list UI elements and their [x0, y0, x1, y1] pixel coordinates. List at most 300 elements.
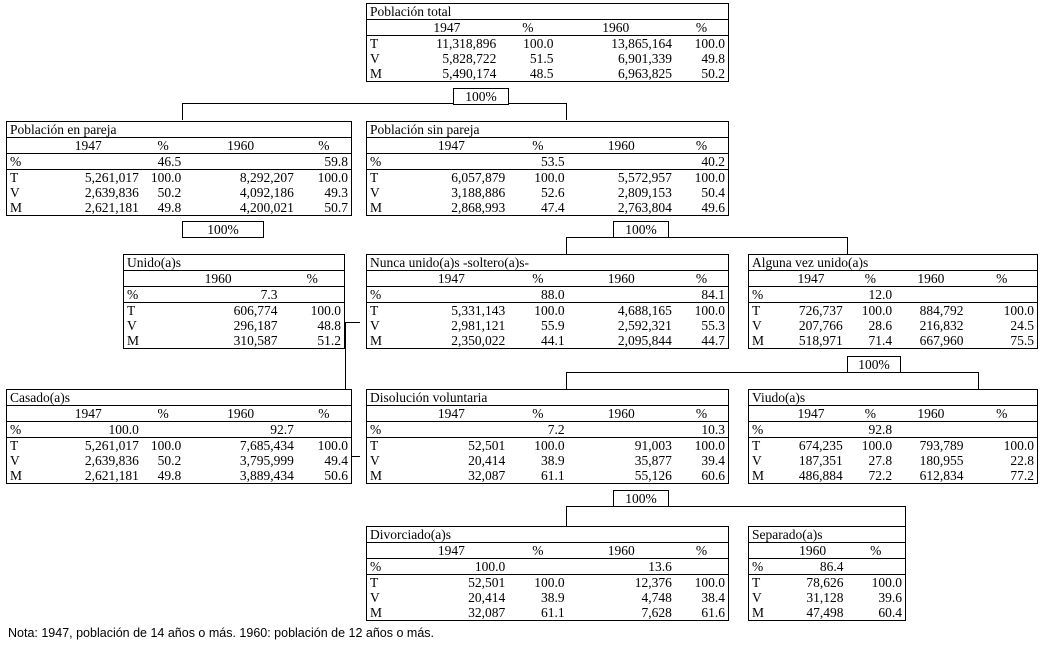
table-cell: 72.2 — [868, 468, 893, 483]
table-cell: 207,766 — [798, 318, 843, 333]
table-cell: 612,834 — [919, 468, 964, 483]
table-cell: 49.8 — [157, 468, 182, 483]
table-cell: % — [10, 154, 22, 169]
table-cell: 2,639,836 — [84, 185, 139, 200]
table-cell: 2,621,181 — [84, 200, 139, 215]
table-cell: M — [370, 66, 383, 81]
table-cell: 38.9 — [541, 453, 565, 468]
table-cell: 1947 — [797, 271, 825, 286]
table-cell: 92.8 — [868, 422, 893, 437]
table-cell: T — [370, 170, 379, 185]
table-cell: 50.2 — [157, 453, 182, 468]
table-cell: M — [10, 200, 23, 215]
percent-row — [124, 287, 344, 303]
connector — [847, 237, 848, 254]
table-cell: 51.2 — [317, 333, 341, 348]
data-table — [7, 406, 351, 483]
table-cell: 216,832 — [919, 318, 964, 333]
table-poblacion-total — [366, 3, 729, 82]
table-cell — [967, 422, 1037, 438]
table-cell: 20,414 — [468, 453, 506, 468]
table-cell — [776, 287, 845, 303]
table-cell: V — [10, 185, 20, 200]
table-casados — [6, 389, 352, 484]
table-cell: 49.3 — [324, 185, 348, 200]
percent-label: 100% — [453, 88, 509, 105]
data-table — [367, 138, 728, 215]
table-alguna-vez-unidos — [748, 254, 1038, 349]
table-row — [367, 453, 728, 468]
table-cell: 7.3 — [260, 287, 278, 302]
table-title: Nunca unido(a)s -soltero(a)s- — [367, 255, 728, 271]
table-row — [749, 333, 1037, 348]
table-cell: 60.6 — [701, 468, 725, 483]
table-row — [367, 36, 728, 52]
table-cell — [675, 559, 728, 575]
header-row — [124, 271, 344, 287]
table-row — [367, 590, 728, 605]
table-cell: 100.0 — [317, 438, 348, 453]
table-cell: 4,092,186 — [239, 185, 294, 200]
table-cell: 2,981,121 — [451, 318, 506, 333]
table-cell: T — [370, 438, 379, 453]
table-cell: 38.4 — [701, 590, 725, 605]
table-cell: 100.0 — [694, 438, 725, 453]
table-cell: 1960 — [607, 138, 635, 153]
table-cell: 2,868,993 — [451, 200, 506, 215]
table-cell: 1960 — [227, 138, 255, 153]
header-row — [749, 543, 905, 559]
table-cell: 1947 — [437, 543, 465, 558]
table-cell — [367, 271, 395, 287]
header-row — [367, 271, 728, 287]
table-cell: 3,889,434 — [239, 468, 294, 483]
header-row — [367, 406, 728, 422]
table-title: Población sin pareja — [367, 122, 728, 138]
table-cell: 100.0 — [474, 559, 506, 574]
table-cell: 84.1 — [701, 287, 725, 302]
table-cell: 39.6 — [878, 590, 902, 605]
percent-label: 100% — [182, 221, 264, 238]
table-cell: % — [127, 287, 139, 302]
table-cell: M — [370, 468, 383, 483]
table-cell: % — [864, 406, 876, 421]
table-cell: 50.7 — [324, 200, 348, 215]
table-cell: V — [370, 453, 380, 468]
connector — [905, 506, 906, 526]
table-cell: 296,187 — [233, 318, 278, 333]
table-cell: 49.8 — [701, 51, 725, 66]
table-cell: 48.8 — [317, 318, 341, 333]
percent-row — [367, 422, 728, 438]
table-cell: 5,261,017 — [84, 170, 139, 185]
table-cell: M — [752, 468, 765, 483]
table-row — [367, 575, 728, 591]
table-cell: 50.2 — [157, 185, 182, 200]
table-cell: 50.2 — [701, 66, 725, 81]
table-viudos — [748, 389, 1038, 484]
table-cell: 11,318,896 — [436, 36, 497, 51]
table-cell: % — [370, 154, 382, 169]
table-cell: % — [370, 287, 382, 302]
table-row — [124, 333, 344, 348]
table-cell — [749, 406, 776, 422]
table-row — [749, 605, 905, 620]
table-cell: 49.4 — [324, 453, 348, 468]
table-title: Disolución voluntaria — [367, 390, 728, 406]
table-cell: 100.0 — [534, 170, 565, 185]
table-cell: % — [695, 543, 708, 558]
table-row — [749, 318, 1037, 333]
table-cell: 1960 — [799, 543, 827, 558]
table-cell: 100.0 — [694, 303, 725, 318]
table-cell: 38.9 — [541, 590, 565, 605]
table-row — [367, 185, 728, 200]
table-cell: 100.0 — [694, 170, 725, 185]
table-cell — [35, 154, 142, 170]
table-cell: % — [370, 422, 382, 437]
table-cell — [395, 422, 509, 438]
table-cell: 49.8 — [157, 200, 182, 215]
table-cell: 86.4 — [819, 559, 844, 574]
table-cell — [568, 422, 675, 438]
table-cell: T — [127, 303, 136, 318]
table-cell: 100.0 — [694, 575, 725, 590]
data-table — [749, 543, 905, 620]
table-cell: 3,188,886 — [451, 185, 506, 200]
table-disolucion-voluntaria — [366, 389, 729, 484]
table-cell: 1960 — [917, 271, 945, 286]
table-row — [367, 333, 728, 348]
table-row — [7, 453, 351, 468]
table-cell — [7, 138, 35, 154]
table-cell: % — [157, 406, 169, 421]
table-cell: 51.5 — [529, 51, 554, 66]
table-cell: % — [157, 138, 169, 153]
table-cell: 48.5 — [529, 66, 554, 81]
table-cell: 2,350,022 — [451, 333, 506, 348]
table-cell: % — [318, 406, 330, 421]
table-cell: 53.5 — [541, 154, 565, 169]
table-cell: M — [370, 605, 383, 620]
table-cell: T — [752, 303, 761, 318]
table-cell — [895, 287, 966, 303]
table-cell: V — [10, 453, 20, 468]
table-cell: 1960 — [607, 271, 635, 286]
table-cell: 100.0 — [1003, 438, 1034, 453]
header-row — [749, 271, 1037, 287]
table-row — [367, 170, 728, 186]
table-cell: 1947 — [74, 406, 102, 421]
table-cell: 31,128 — [806, 590, 844, 605]
table-cell: 1947 — [74, 138, 102, 153]
table-cell: V — [127, 318, 137, 333]
connector — [566, 237, 567, 254]
table-cell: 4,748 — [641, 590, 672, 605]
table-cell: % — [996, 271, 1008, 286]
connector — [566, 506, 567, 526]
table-cell — [142, 422, 184, 438]
table-cell: 1947 — [437, 271, 465, 286]
table-cell: % — [532, 138, 544, 153]
table-cell — [367, 138, 395, 154]
table-cell — [124, 271, 156, 287]
table-cell: 32,087 — [468, 468, 506, 483]
table-cell — [395, 287, 509, 303]
table-row — [367, 200, 728, 215]
table-title: Casado(a)s — [7, 390, 351, 406]
table-cell: 2,095,844 — [617, 333, 672, 348]
header-row — [367, 20, 728, 36]
table-cell: T — [752, 438, 761, 453]
table-title: Unido(a)s — [124, 255, 344, 271]
connector — [978, 372, 979, 389]
table-cell: 667,960 — [919, 333, 964, 348]
table-cell: 7,628 — [641, 605, 672, 620]
table-cell: V — [752, 318, 762, 333]
table-cell — [367, 20, 395, 36]
header-row — [7, 138, 351, 154]
percent-row — [367, 559, 728, 575]
table-cell: 24.5 — [1010, 318, 1034, 333]
table-row — [124, 318, 344, 333]
table-cell: 1947 — [433, 20, 461, 35]
table-cell: M — [10, 468, 23, 483]
table-cell: M — [752, 605, 765, 620]
percent-row — [749, 422, 1037, 438]
table-cell: 40.2 — [701, 154, 725, 169]
table-cell — [776, 422, 845, 438]
table-row — [7, 200, 351, 215]
percent-row — [7, 154, 351, 170]
table-cell: 55.3 — [701, 318, 725, 333]
table-cell: 606,774 — [233, 303, 278, 318]
table-cell: 88.0 — [541, 287, 565, 302]
table-divorciados — [366, 526, 729, 621]
table-cell: T — [370, 36, 379, 51]
table-cell: 310,587 — [233, 333, 278, 348]
table-cell: % — [318, 138, 330, 153]
table-cell: 20,414 — [468, 590, 506, 605]
table-cell: % — [996, 406, 1008, 421]
table-cell: T — [10, 438, 19, 453]
table-nunca-unidos — [366, 254, 729, 349]
table-cell: 100.0 — [861, 303, 893, 318]
percent-row — [749, 287, 1037, 303]
table-cell: 27.8 — [868, 453, 893, 468]
table-cell: 71.4 — [868, 333, 893, 348]
table-cell: 2,763,804 — [617, 200, 672, 215]
table-cell: 77.2 — [1010, 468, 1034, 483]
table-cell: % — [864, 271, 876, 286]
table-cell — [395, 154, 509, 170]
table-cell: 1947 — [437, 406, 465, 421]
table-cell — [749, 543, 779, 559]
table-row — [367, 438, 728, 454]
table-cell — [568, 287, 675, 303]
table-cell — [297, 422, 351, 438]
data-table — [367, 20, 728, 81]
table-cell: 44.7 — [701, 333, 725, 348]
percent-row — [7, 422, 351, 438]
table-cell: 13.6 — [648, 559, 672, 574]
table-cell: % — [532, 543, 544, 558]
table-row — [367, 66, 728, 81]
table-cell: 92.7 — [270, 422, 294, 437]
table-cell — [846, 559, 905, 575]
data-table — [367, 543, 728, 620]
table-cell: 60.4 — [878, 605, 902, 620]
table-cell: 61.1 — [541, 468, 565, 483]
connector — [345, 322, 360, 323]
table-cell: % — [752, 422, 764, 437]
table-cell: 100.0 — [1003, 303, 1034, 318]
table-cell: 6,057,879 — [451, 170, 506, 185]
table-cell: % — [695, 138, 708, 153]
data-table — [367, 406, 728, 483]
connector — [566, 372, 979, 373]
table-cell — [568, 154, 675, 170]
table-separados — [748, 526, 906, 621]
table-cell: 5,828,722 — [442, 51, 497, 66]
table-cell: 884,792 — [919, 303, 964, 318]
table-cell: 50.4 — [701, 185, 725, 200]
table-cell: T — [10, 170, 19, 185]
table-cell: 12,376 — [634, 575, 672, 590]
connector — [182, 103, 567, 104]
table-cell: % — [370, 559, 382, 574]
percent-row — [749, 559, 905, 575]
table-cell: % — [752, 287, 764, 302]
table-cell: 674,235 — [798, 438, 843, 453]
table-cell: 100.0 — [534, 303, 565, 318]
connector — [566, 372, 567, 389]
percent-label: 100% — [847, 356, 901, 373]
table-cell: M — [127, 333, 140, 348]
table-cell: 8,292,207 — [239, 170, 294, 185]
table-cell — [280, 287, 344, 303]
table-title: Divorciado(a)s — [367, 527, 728, 543]
table-cell: 39.4 — [701, 453, 725, 468]
table-unidos — [123, 254, 345, 349]
table-cell: 46.5 — [157, 154, 182, 169]
table-cell: % — [695, 20, 708, 35]
table-cell: V — [370, 51, 380, 66]
connector — [566, 103, 567, 120]
table-cell — [7, 406, 35, 422]
table-cell: 2,809,153 — [617, 185, 672, 200]
table-cell: 52,501 — [468, 575, 506, 590]
connector — [566, 237, 848, 238]
table-cell: 100.0 — [871, 575, 902, 590]
table-cell — [367, 406, 395, 422]
table-cell: % — [10, 422, 22, 437]
table-cell: 6,901,339 — [618, 51, 673, 66]
table-cell: 5,490,174 — [442, 66, 497, 81]
table-cell: 61.1 — [541, 605, 565, 620]
table-cell: % — [752, 559, 764, 574]
data-table — [749, 406, 1037, 483]
table-row — [367, 51, 728, 66]
table-cell: 2,592,321 — [617, 318, 672, 333]
table-cell: 13,865,164 — [611, 36, 673, 51]
table-cell: 35,877 — [634, 453, 672, 468]
table-row — [7, 170, 351, 186]
table-cell: % — [695, 271, 708, 286]
percent-row — [367, 154, 728, 170]
table-cell: 78,626 — [806, 575, 844, 590]
table-title: Viudo(a)s — [749, 390, 1037, 406]
table-poblacion-sin-pareja — [366, 121, 729, 216]
table-cell: 49.6 — [701, 200, 725, 215]
table-cell: 22.8 — [1010, 453, 1034, 468]
data-table — [124, 271, 344, 348]
table-cell: V — [752, 590, 762, 605]
percent-label: 100% — [613, 490, 669, 507]
table-cell: 187,351 — [798, 453, 843, 468]
table-cell: 1947 — [437, 138, 465, 153]
table-row — [7, 468, 351, 483]
table-cell: 32,087 — [468, 605, 506, 620]
table-cell: 75.5 — [1010, 333, 1034, 348]
table-cell: 100.0 — [534, 575, 565, 590]
table-row — [749, 438, 1037, 454]
table-cell: 10.3 — [701, 422, 725, 437]
table-row — [367, 468, 728, 483]
table-cell: 44.1 — [541, 333, 565, 348]
header-row — [7, 406, 351, 422]
table-cell: T — [370, 303, 379, 318]
table-cell: 55,126 — [634, 468, 672, 483]
table-cell: 180,955 — [919, 453, 964, 468]
table-cell: 100.0 — [150, 170, 182, 185]
table-cell: V — [370, 185, 380, 200]
table-cell: 61.6 — [701, 605, 725, 620]
data-table — [749, 271, 1037, 348]
table-cell: M — [752, 333, 765, 348]
table-cell: M — [370, 333, 383, 348]
table-poblacion-en-pareja — [6, 121, 352, 216]
table-cell: 100.0 — [150, 438, 182, 453]
table-title: Separado(a)s — [749, 527, 905, 543]
table-cell: % — [870, 543, 882, 558]
table-row — [7, 185, 351, 200]
percent-row — [367, 287, 728, 303]
table-cell — [895, 422, 966, 438]
table-cell: T — [752, 575, 761, 590]
table-cell: 100.0 — [534, 438, 565, 453]
table-cell: 100.0 — [861, 438, 893, 453]
table-cell: 1960 — [607, 406, 635, 421]
table-row — [124, 303, 344, 319]
table-cell: % — [532, 271, 544, 286]
table-cell: 6,963,825 — [618, 66, 673, 81]
table-cell: % — [532, 406, 544, 421]
table-title: Alguna vez unido(a)s — [749, 255, 1037, 271]
table-cell: 100.0 — [694, 36, 725, 51]
table-cell: % — [306, 271, 318, 286]
table-row — [367, 318, 728, 333]
table-row — [7, 438, 351, 454]
table-cell: 47.4 — [541, 200, 565, 215]
table-cell: % — [522, 20, 534, 35]
table-cell: 5,261,017 — [84, 438, 139, 453]
table-cell: 1960 — [227, 406, 255, 421]
table-cell: 50.6 — [324, 468, 348, 483]
table-cell: 486,884 — [798, 468, 843, 483]
table-cell — [749, 271, 776, 287]
table-cell: 4,688,165 — [617, 303, 672, 318]
